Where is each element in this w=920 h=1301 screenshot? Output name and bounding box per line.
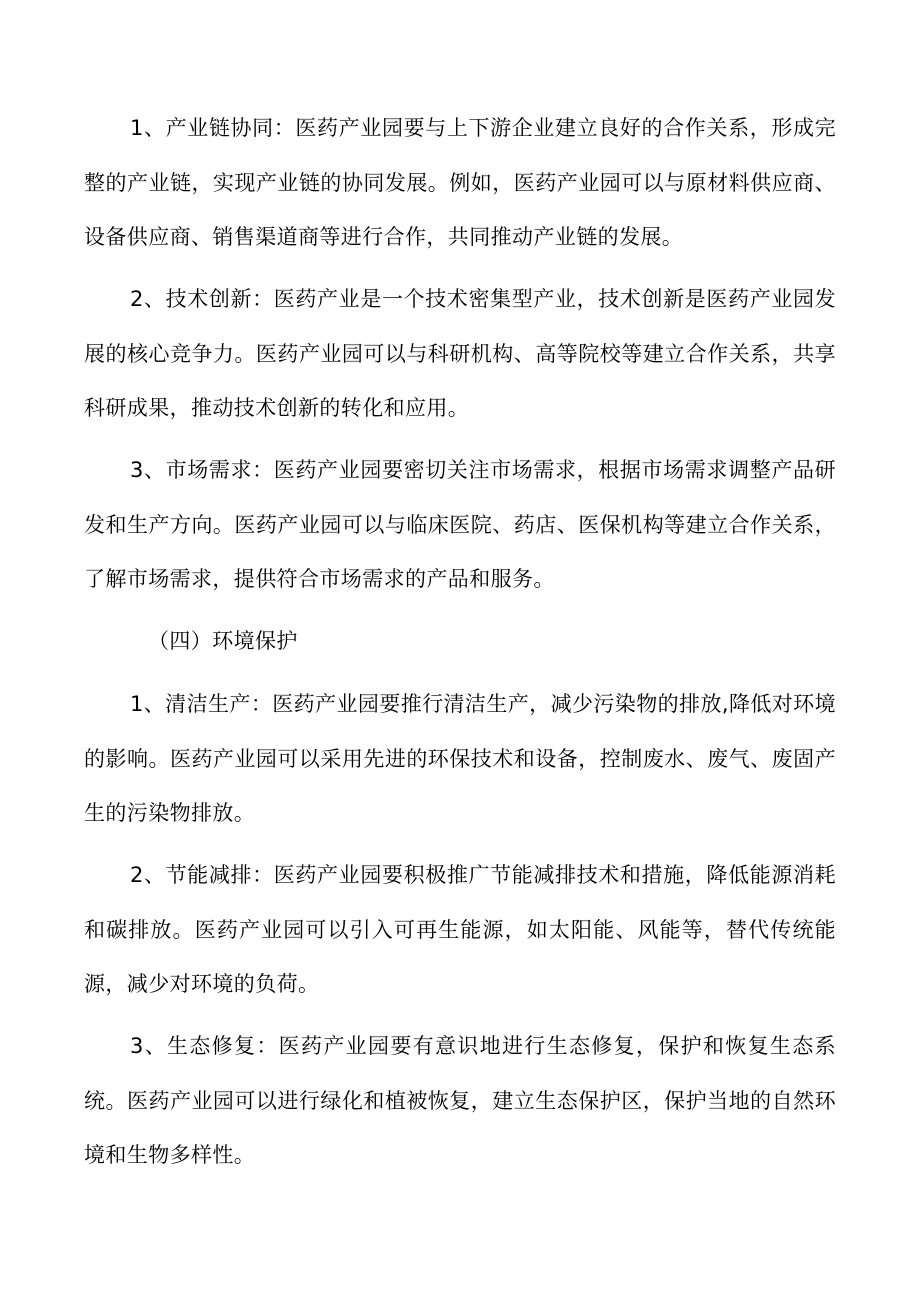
paragraph-industry-chain: 1、产业链协同：医药产业园要与上下游企业建立良好的合作关系，形成完整的产业链，实现产业链的协同发展。例如，医药产业园可以与原材料供应商、设备供应商、销售渠道商等进行合作，共同推动产业链的发展。 [84, 116, 836, 249]
section-heading-environment: （四）环境保护 [148, 629, 298, 653]
paragraph-tech-innovation: 2、技术创新：医药产业是一个技术密集型产业，技术创新是医药产业园发展的核心竞争力。医药产业园可以与科研机构、高等院校等建立合作关系，共享科研成果，推动技术创新的转化和应用。 [84, 287, 836, 420]
paragraph-clean-production: 1、清洁生产：医药产业园要推行清洁生产，减少污染物的排放,降低对环境的影响。医药产业园可以采用先进的环保技术和设备，控制废水、废气、废固产生的污染物排放。 [84, 692, 836, 825]
paragraph-ecological-restoration: 3、生态修复：医药产业园要有意识地进行生态修复，保护和恢复生态系统。医药产业园可以进行绿化和植被恢复，建立生态保护区，保护当地的自然环境和生物多样性。 [84, 1034, 836, 1167]
paragraph-market-demand: 3、市场需求：医药产业园要密切关注市场需求，根据市场需求调整产品研发和生产方向。医药产业园可以与临床医院、药店、医保机构等建立合作关系，了解市场需求，提供符合市场需求的产品和服务。 [84, 458, 836, 591]
paragraph-energy-saving: 2、节能减排：医药产业园要积极推广节能减排技术和措施，降低能源消耗和碳排放。医药产业园可以引入可再生能源，如太阳能、风能等，替代传统能源，减少对环境的负荷。 [84, 863, 836, 996]
